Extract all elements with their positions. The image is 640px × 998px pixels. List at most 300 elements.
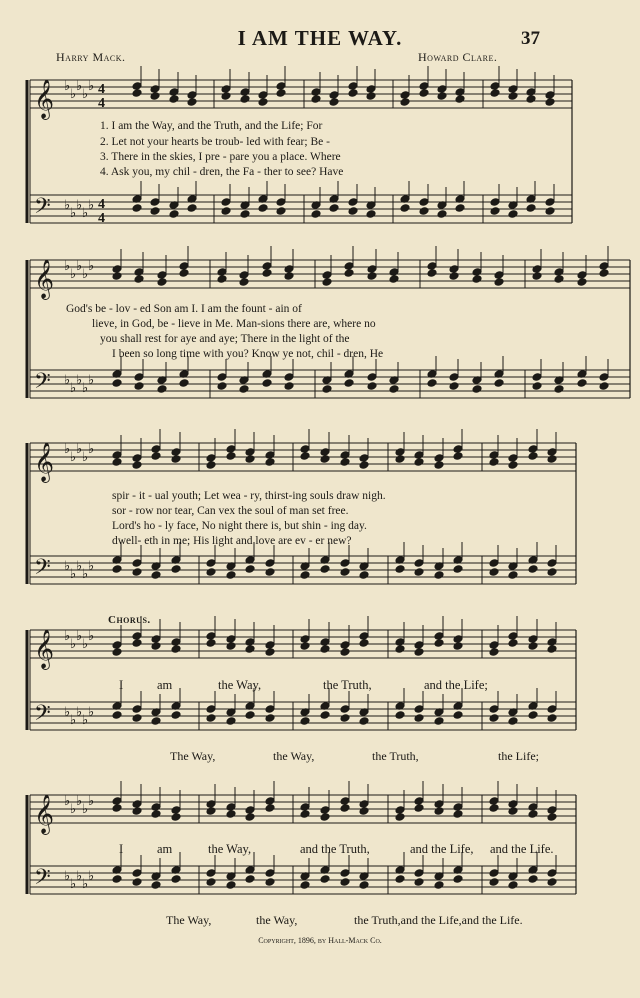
note-head [367,265,377,274]
note-head [427,379,437,388]
note-head [366,92,376,101]
flat-sign: ♭ [88,79,95,94]
time-signature: 4 [98,197,105,212]
note-head [340,869,350,878]
note-head [150,92,160,101]
note-head [226,571,236,580]
flat-sign: ♭ [88,629,95,644]
chorus1-word: am [157,678,173,692]
note-head [508,717,518,726]
note-head [359,807,369,816]
note-head [322,278,332,287]
note-head [545,207,555,216]
note-head [434,571,444,580]
note-head [206,454,216,463]
note-head [112,451,122,460]
note-head [284,265,294,274]
note-head [532,382,542,391]
note-head [300,642,310,651]
note-head [258,98,268,107]
flat-sign: ♭ [88,259,95,274]
flat-sign: ♭ [70,267,77,282]
note-head [453,803,463,812]
flat-sign: ♭ [82,802,89,817]
note-head [554,275,564,284]
note-head [226,642,236,651]
verse-1-line-1: 1. I am the Way, and the Truth, and the Life; For [100,120,323,132]
note-head [245,448,255,457]
note-head [526,204,536,213]
note-head [414,458,424,467]
note-head [132,568,142,577]
note-head [262,262,272,271]
note-head [599,382,609,391]
note-head [300,810,310,819]
note-head [226,810,236,819]
note-head [414,878,424,887]
chorus2-bass-word: The Way, [166,913,212,927]
note-head [437,210,447,219]
note-head [329,204,339,213]
flat-sign: ♭ [70,802,77,817]
note-head [359,571,369,580]
chorus1-bass-word: the Life; [498,749,539,763]
verse-4-line-2: I been so long time with you? Know ye not, chil - dren, He [112,348,384,360]
chorus2-word: and the Truth, [300,842,370,856]
bass-clef: 𝄢 [34,555,51,585]
note-head [437,85,447,94]
note-head [528,445,538,454]
chorus1-word: I [119,678,124,692]
note-head [226,452,236,461]
note-head [508,632,518,641]
note-head [554,385,564,394]
note-head [472,275,482,284]
note-head [472,268,482,277]
note-head [300,881,310,890]
note-head [206,714,216,723]
lyricist-credit: Harry Mack. [56,50,126,64]
note-head [112,265,122,274]
note-head [359,461,369,470]
note-head [489,804,499,813]
note-head [265,714,275,723]
note-head [300,445,310,454]
note-head [508,85,518,94]
note-head [508,639,518,648]
note-head [434,461,444,470]
note-head [320,455,330,464]
note-head [258,204,268,213]
note-head [434,800,444,809]
bass-clef: 𝄢 [34,701,51,731]
note-head [547,645,557,654]
note-head [453,565,463,574]
flat-sign: ♭ [76,198,83,213]
note-head [206,807,216,816]
chorus2-word: the Way, [208,842,252,856]
note-head [151,445,161,454]
note-head [348,198,358,207]
note-head [367,272,377,281]
bass-clef: 𝄢 [34,865,51,895]
note-head [187,91,197,100]
flat-sign: ♭ [64,629,71,644]
flat-sign: ♭ [70,713,77,728]
flat-sign: ♭ [70,567,77,582]
flat-sign: ♭ [70,450,77,465]
note-head [134,382,144,391]
note-head [265,451,275,460]
note-head [414,869,424,878]
note-head [340,797,350,806]
note-head [240,95,250,104]
note-head [226,881,236,890]
flat-sign: ♭ [76,869,83,884]
note-head [340,568,350,577]
note-head [348,89,358,98]
note-head [490,207,500,216]
note-head [547,568,557,577]
note-head [414,568,424,577]
note-head [395,565,405,574]
note-head [528,711,538,720]
note-head [226,635,236,644]
note-head [206,639,216,648]
note-head [577,278,587,287]
note-head [221,92,231,101]
flat-sign: ♭ [64,198,71,213]
note-head [239,385,249,394]
note-head [151,803,161,812]
note-head [132,807,142,816]
note-head [245,455,255,464]
note-head [414,714,424,723]
note-head [419,207,429,216]
note-head [453,445,463,454]
note-head [532,272,542,281]
note-head [547,705,557,714]
note-head [414,705,424,714]
note-head [367,373,377,382]
note-head [171,455,181,464]
flat-sign: ♭ [76,259,83,274]
note-head [151,810,161,819]
verse-4-line-3: dwell- eth in me; His light and love are ev - er new? [112,535,352,547]
note-head [217,275,227,284]
note-head [265,568,275,577]
time-signature: 4 [98,82,105,97]
note-head [414,641,424,650]
note-head [245,875,255,884]
note-head [329,98,339,107]
note-head [434,717,444,726]
note-head [528,875,538,884]
note-head [320,711,330,720]
note-head [240,88,250,97]
note-head [169,95,179,104]
note-head [344,269,354,278]
note-head [508,461,518,470]
note-head [320,448,330,457]
note-head [449,265,459,274]
note-head [489,869,499,878]
note-head [151,635,161,644]
bass-clef: 𝄢 [34,194,51,224]
note-head [489,568,499,577]
note-head [489,714,499,723]
note-head [206,705,216,714]
note-head [217,382,227,391]
flat-sign: ♭ [82,637,89,652]
note-head [489,648,499,657]
note-head [265,878,275,887]
note-head [171,638,181,647]
note-head [359,800,369,809]
chorus-label: Chorus. [108,614,151,626]
note-head [547,806,557,815]
flat-sign: ♭ [88,705,95,720]
note-head [300,571,310,580]
note-head [300,717,310,726]
verse-2-line-2: lieve, in God, be - lieve in Me. Man-sions there are, where no [92,318,376,330]
flat-sign: ♭ [88,198,95,213]
treble-clef: 𝄞 [34,629,55,669]
note-head [245,806,255,815]
note-head [262,269,272,278]
note-head [528,803,538,812]
flat-sign: ♭ [76,442,83,457]
note-head [395,455,405,464]
flat-sign: ♭ [82,713,89,728]
note-head [217,268,227,277]
note-head [490,198,500,207]
note-head [449,373,459,382]
note-head [508,92,518,101]
note-head [577,271,587,280]
flat-sign: ♭ [82,87,89,102]
flat-sign: ♭ [70,381,77,396]
flat-sign: ♭ [82,567,89,582]
note-head [340,878,350,887]
note-head [151,717,161,726]
note-head [284,373,294,382]
chorus1-bass-word: the Truth, [372,749,419,763]
flat-sign: ♭ [70,206,77,221]
note-head [206,461,216,470]
note-head [395,806,405,815]
note-head [206,559,216,568]
note-head [226,717,236,726]
note-head [340,559,350,568]
note-head [489,559,499,568]
note-head [545,198,555,207]
note-head [414,648,424,657]
note-head [395,711,405,720]
chorus2-word: am [157,842,173,856]
note-head [489,705,499,714]
note-head [419,82,429,91]
note-head [151,881,161,890]
note-head [547,455,557,464]
note-head [528,810,538,819]
flat-sign: ♭ [76,559,83,574]
note-head [489,797,499,806]
note-head [389,385,399,394]
note-head [239,271,249,280]
note-head [400,204,410,213]
chorus2-word: I [119,842,124,856]
note-head [359,639,369,648]
note-head [157,271,167,280]
verse-3-line-2: you shall rest for aye and aye; There in the light of the [100,333,350,345]
note-head [284,272,294,281]
note-head [348,82,358,91]
note-head [577,379,587,388]
note-head [276,198,286,207]
note-head [179,269,189,278]
note-head [489,641,499,650]
page-number: 37 [521,28,540,49]
note-head [171,711,181,720]
note-head [526,95,536,104]
note-head [449,382,459,391]
note-head [169,88,179,97]
bass-clef: 𝄢 [34,369,51,399]
note-head [532,373,542,382]
flat-sign: ♭ [82,267,89,282]
composer-credit: Howard Clare. [418,50,498,64]
note-head [414,804,424,813]
note-head [171,448,181,457]
verse-3-line-1: 3. There in the skies, I pre - pare you a place. Where [100,151,341,163]
note-head [395,875,405,884]
note-head [132,204,142,213]
flat-sign: ♭ [82,877,89,892]
note-head [395,638,405,647]
note-head [599,373,609,382]
note-head [150,198,160,207]
note-head [171,806,181,815]
note-head [414,559,424,568]
chorus2-word: and the Life. [490,842,554,856]
note-head [453,810,463,819]
note-head [395,813,405,822]
note-head [132,878,142,887]
flat-sign: ♭ [88,794,95,809]
note-head [455,95,465,104]
note-head [489,878,499,887]
treble-clef: 𝄞 [34,442,55,482]
note-head [340,804,350,813]
note-head [508,881,518,890]
note-head [300,803,310,812]
note-head [320,875,330,884]
chorus1-bass-word: The Way, [170,749,216,763]
copyright-notice: Copyright, 1896, by Hall-Mack Co. [258,936,382,945]
note-head [340,648,350,657]
note-head [240,210,250,219]
note-head [340,451,350,460]
note-head [221,207,231,216]
note-head [134,275,144,284]
note-head [547,813,557,822]
note-head [434,454,444,463]
flat-sign: ♭ [70,87,77,102]
note-head [322,385,332,394]
chorus2-word: and the Life, [410,842,474,856]
flat-sign: ♭ [82,381,89,396]
note-head [489,451,499,460]
note-head [526,88,536,97]
note-head [276,207,286,216]
flat-sign: ♭ [76,629,83,644]
note-head [265,648,275,657]
chorus1-word: and the Life; [424,678,488,692]
verse-2-line-3: sor - row nor tear, Can vex the soul of man set free. [112,505,349,517]
chorus1-word: the Truth, [323,678,372,692]
note-head [206,632,216,641]
note-head [276,89,286,98]
note-head [112,458,122,467]
flat-sign: ♭ [64,705,71,720]
note-head [554,268,564,277]
note-head [322,271,332,280]
flat-sign: ♭ [76,79,83,94]
note-head [221,85,231,94]
note-head [112,565,122,574]
note-head [265,458,275,467]
note-head [508,571,518,580]
note-head [132,639,142,648]
note-head [245,638,255,647]
note-head [434,632,444,641]
note-head [276,82,286,91]
note-head [340,714,350,723]
note-head [427,269,437,278]
flat-sign: ♭ [64,259,71,274]
note-head [258,91,268,100]
note-head [508,807,518,816]
note-head [112,797,122,806]
flat-sign: ♭ [88,869,95,884]
note-head [245,813,255,822]
note-head [453,635,463,644]
note-head [453,711,463,720]
note-head [151,452,161,461]
note-head [359,717,369,726]
flat-sign: ♭ [82,450,89,465]
note-head [340,705,350,714]
note-head [132,714,142,723]
note-head [490,89,500,98]
note-head [112,711,122,720]
hymn-title: I AM THE WAY. [237,26,403,50]
note-head [547,638,557,647]
flat-sign: ♭ [76,373,83,388]
time-signature: 4 [98,211,105,226]
note-head [359,881,369,890]
note-head [545,91,555,100]
verse-4-line-1: 4. Ask you, my chil - dren, the Fa - ther to see? Have [100,166,344,178]
note-head [112,379,122,388]
note-head [320,806,330,815]
note-head [245,565,255,574]
note-head [265,797,275,806]
note-head [453,875,463,884]
note-head [528,635,538,644]
note-head [311,95,321,104]
